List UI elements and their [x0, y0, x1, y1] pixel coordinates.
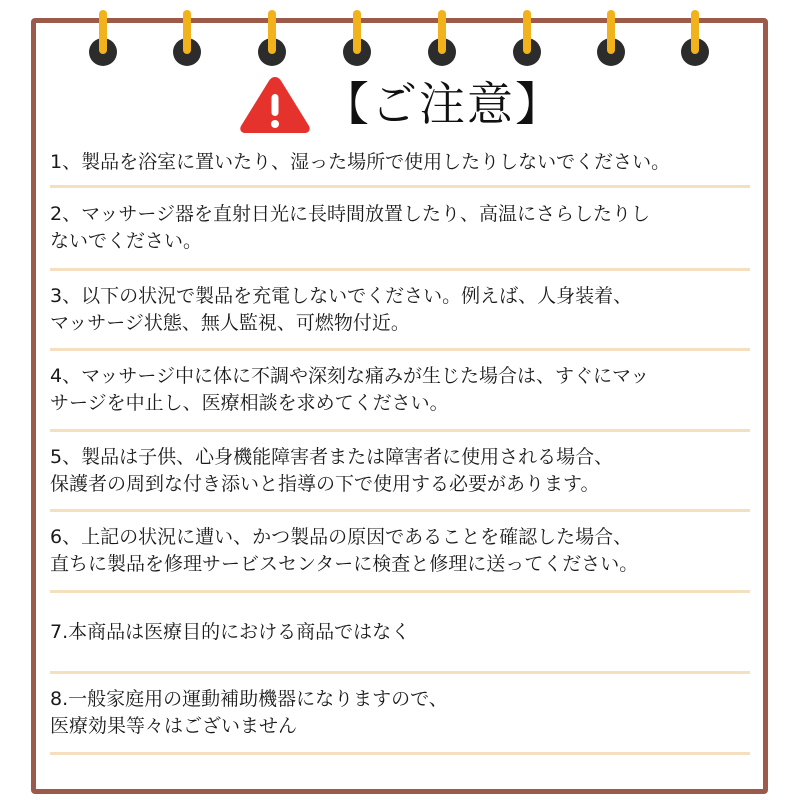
- notice-item: [50, 512, 750, 593]
- notice-item: [50, 432, 750, 512]
- notice-item-text: 5、製品は子供、心身機能障害者または障害者に使用される場合、: [50, 445, 614, 468]
- notice-item-text: 1、製品を浴室に置いたり、湿った場所で使用したりしないでください。: [50, 151, 671, 173]
- notice-item: [50, 140, 750, 188]
- notice-item-text: 6、上記の状況に遭い、かつ製品の原因であることを確認した場合、: [50, 526, 633, 548]
- notice-item: [50, 674, 750, 755]
- notice-header: [0, 72, 800, 136]
- notice-item-text: 7.本商品は医療目的における商品ではなく: [50, 620, 411, 643]
- notice-item-text: 医療効果等々はございません: [50, 715, 298, 737]
- notice-item: [50, 271, 750, 351]
- notice-item-text: ないでください。: [50, 230, 203, 252]
- notice-item-text: 2、マッサージ器を直射日光に長時間放置したり、高温にさらしたりし: [50, 203, 650, 225]
- notice-item-text: 直ちに製品を修理サービスセンターに検査と修理に送ってください。: [50, 553, 639, 575]
- notice-item-text: マッサージ状態、無人監視、可燃物付近。: [50, 311, 410, 334]
- notice-item-text: 8.一般家庭用の運動補助機器になりますので、: [50, 688, 448, 710]
- notice-item: [50, 188, 750, 271]
- page-title: 【ご注意】: [323, 77, 563, 131]
- notice-item-text: サージを中止し、医療相談を求めてください。: [50, 392, 449, 414]
- notice-list: [50, 140, 750, 755]
- notice-item-text: 4、マッサージ中に体に不調や深刻な痛みが生じた場合は、すぐにマッ: [50, 365, 650, 387]
- notice-item-text: 3、以下の状況で製品を充電しないでください。例えば、人身装着、: [50, 284, 633, 307]
- warning-triangle-icon: [237, 74, 313, 134]
- notice-item-text: 保護者の周到な付き添いと指導の下で使用する必要があります。: [50, 472, 600, 495]
- notice-item: [50, 351, 750, 432]
- notice-item: [50, 593, 750, 674]
